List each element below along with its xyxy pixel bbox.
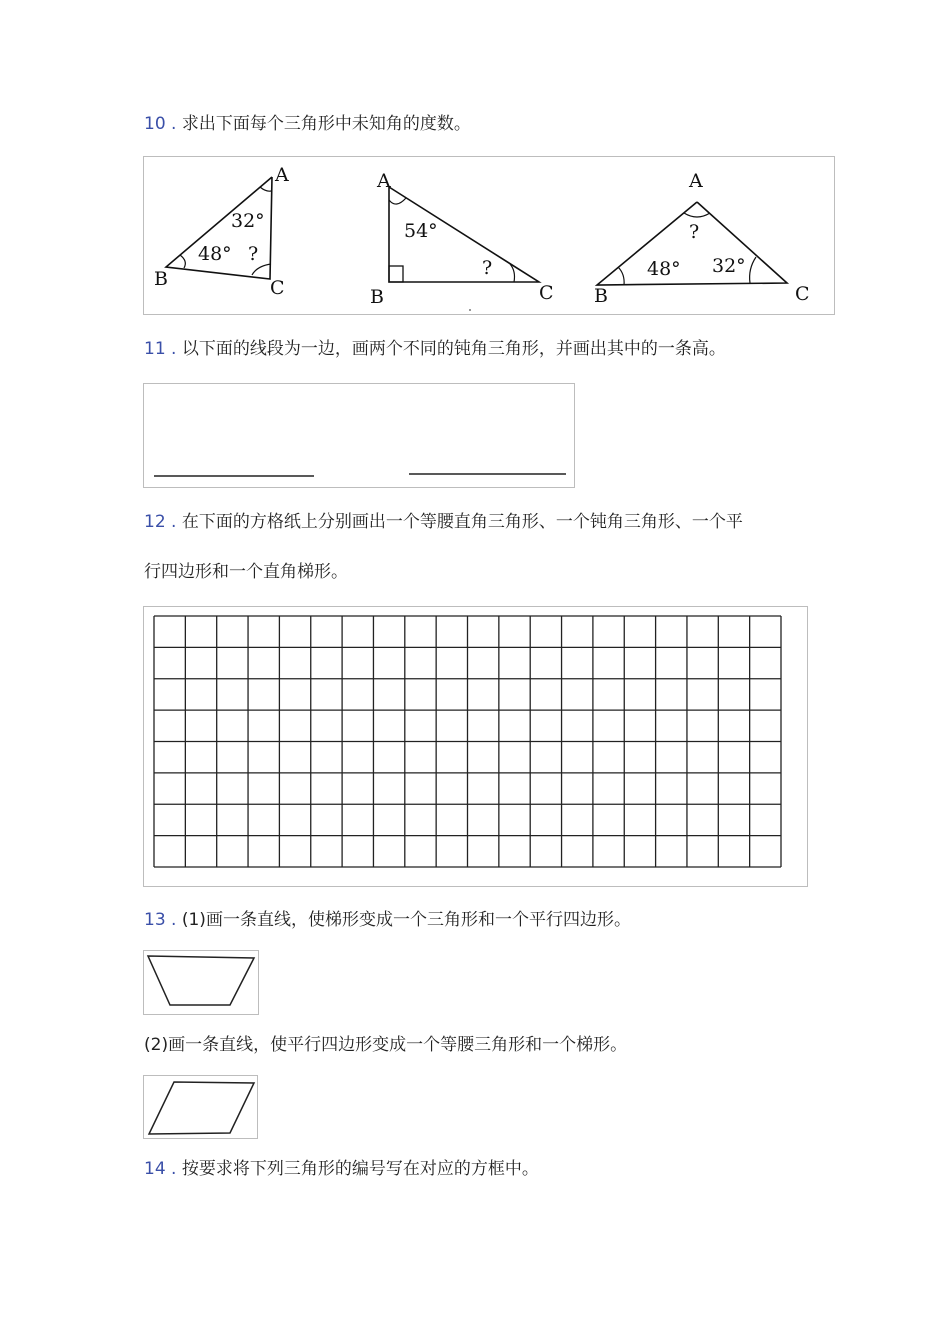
trapezoid-svg: [144, 951, 258, 1014]
triangle-3-angle-a-arc: [684, 213, 710, 217]
grid-paper: [143, 606, 808, 887]
parallelogram-figure: [143, 1075, 258, 1139]
question-separator: .: [171, 1159, 177, 1179]
triangles-svg: [144, 157, 834, 314]
question-separator: .: [171, 339, 177, 359]
triangle-2-angle-c: ?: [482, 257, 493, 279]
question-11: [144, 337, 726, 361]
parallelogram: [149, 1082, 254, 1134]
question-text: (1)画一条直线，使梯形变成一个三角形和一个平行四边形。: [181, 910, 631, 930]
triangle-1-angle-c-arc: [252, 264, 271, 275]
triangle-2-label-c: C: [539, 282, 554, 304]
triangle-3-angle-c: 32°: [712, 255, 746, 277]
speck: [469, 309, 471, 311]
triangle-2-label-b: B: [370, 286, 384, 308]
question-separator: .: [171, 114, 177, 134]
question-10: [144, 112, 471, 136]
triangle-3-angle-a: ?: [689, 221, 700, 243]
question-text: 以下面的线段为一边，画两个不同的钝角三角形，并画出其中的一条高。: [181, 339, 726, 359]
triangle-1-angle-b: 48°: [198, 243, 232, 265]
triangle-3-label-a: A: [689, 170, 703, 192]
question-number: 10: [144, 114, 166, 134]
question-separator: .: [171, 512, 177, 532]
triangle-3-angle-b-arc: [618, 267, 624, 285]
question-number: 12: [144, 512, 166, 532]
triangle-3-angle-b: 48°: [647, 258, 681, 280]
triangle-1-label-b: B: [154, 268, 168, 290]
question-text: 求出下面每个三角形中未知角的度数。: [181, 114, 471, 134]
triangle-1-angle-a-arc: [260, 187, 271, 191]
triangle-2-label-a: A: [377, 170, 391, 192]
parallelogram-svg: [144, 1076, 257, 1138]
question-12-line-2: [144, 560, 348, 584]
question-13: [144, 908, 631, 932]
triangle-1-angle-c: ?: [248, 243, 259, 265]
triangles-figure: [143, 156, 835, 315]
line-segments-figure: [143, 383, 575, 488]
triangle-3-angle-c-arc: [750, 257, 756, 283]
question-separator: .: [171, 910, 177, 930]
triangle-1-label-c: C: [270, 277, 285, 299]
question-number: 14: [144, 1159, 166, 1179]
question-12-line-1: [144, 510, 743, 534]
question-text: 在下面的方格纸上分别画出一个等腰直角三角形、一个钝角三角形、一个平: [181, 512, 743, 532]
question-number: 13: [144, 910, 166, 930]
question-14: [144, 1157, 539, 1181]
triangle-1-angle-b-arc: [180, 255, 185, 268]
grid-svg: [144, 607, 807, 886]
triangle-2-angle-a-arc: [389, 198, 406, 204]
question-13-part-2: [144, 1033, 627, 1057]
question-text: 按要求将下列三角形的编号写在对应的方框中。: [181, 1159, 539, 1179]
trapezoid: [148, 956, 254, 1005]
question-text: (2)画一条直线，使平行四边形变成一个等腰三角形和一个梯形。: [144, 1035, 628, 1055]
triangle-1-label-a: A: [275, 164, 289, 186]
question-number: 11: [144, 339, 166, 359]
trapezoid-figure: [143, 950, 259, 1015]
triangle-2-angle-a: 54°: [404, 220, 438, 242]
triangle-3-label-c: C: [795, 283, 810, 305]
triangle-2-right-angle-mark: [389, 266, 403, 282]
question-text-continued: 行四边形和一个直角梯形。: [144, 562, 348, 582]
triangle-3-label-b: B: [594, 285, 608, 307]
line-segments-svg: [144, 384, 574, 487]
triangle-3: [597, 202, 787, 285]
triangle-1-angle-a: 32°: [231, 210, 265, 232]
